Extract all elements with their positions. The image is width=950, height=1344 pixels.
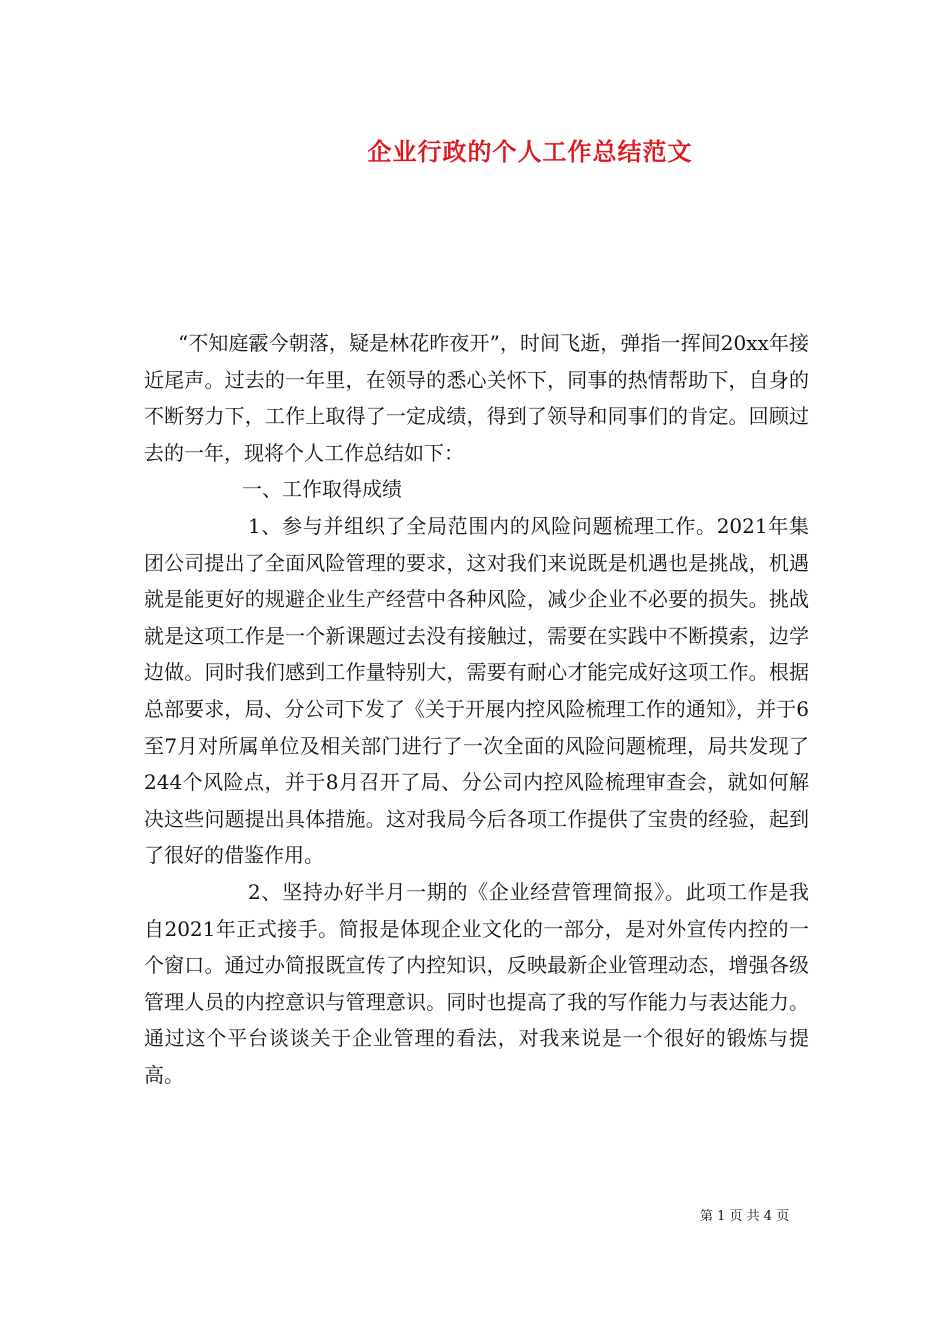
intro-paragraph: “不知庭霰今朝落，疑是林花昨夜开”，时间飞逝，弹指一挥间20xx年接近尾声。过去的一年里，在领导的悉心关怀下，同事的热情帮助下，自身的不断努力下，工作上取得了一定成绩，得到了领导和同事们的肯定。回顾过去的一年，现将个人工作总结如下： [144, 331, 809, 465]
page-footer: 第 1 页 共 4 页 [700, 1209, 790, 1224]
item-1-paragraph: 1、参与并组织了全局范围内的风险问题梳理工作。2021年集团公司提出了全面风险管理的要求，这对我们来说既是机遇也是挑战，机遇就是能更好的规避企业生产经营中各种风险，减少企业不必要的损失。挑战就是这项工作是一个新课题过去没有接触过，需要在实践中不断摸索，边学边做。同时我们感到工作量特别大，需要有耐心才能完成好这项工作。根据总部要求，局、分公司下发了《关于开展内控风险梳理工作的通知》，并于6至7月对所属单位及相关部门进行了一次全面的风险问题梳理，局共发现了244个风险点，并于8月召开了局、分公司内控风险梳理审查会，就如何解决这些问题提出具体措施。这对我局今后各项工作提供了宝贵的经验，起到了很好的借鉴作用。 [144, 513, 809, 868]
document-body [144, 325, 809, 1093]
section-heading: 一、工作取得成绩 [242, 477, 402, 502]
page-title: 企业行政的个人工作总结范文 [367, 137, 693, 166]
item-2-paragraph: 2、坚持办好半月一期的《企业经营管理简报》。此项工作是我自2021年正式接手。简报是体现企业文化的一部分，是对外宣传内控的一个窗口。通过办简报既宣传了内控知识，反映最新企业管理动态，增强各级管理人员的内控意识与管理意识。同时也提高了我的写作能力与表达能力。通过这个平台谈谈关于企业管理的看法，对我来说是一个很好的锻炼与提高。 [144, 879, 809, 1087]
